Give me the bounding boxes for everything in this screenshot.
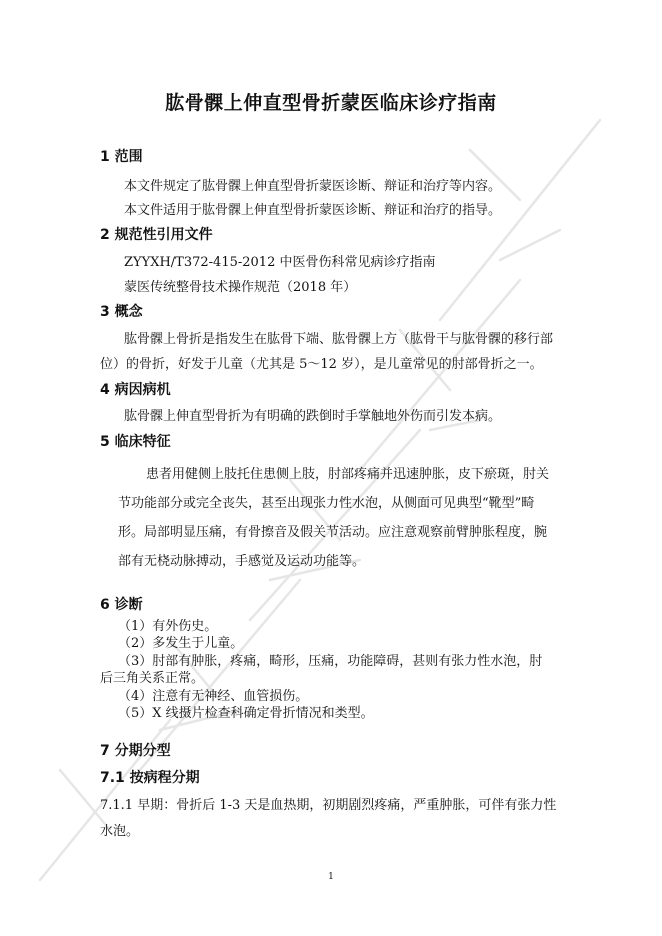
diagnosis-item-5: （5）X 线摄片检查科确定骨折情况和类型。 — [118, 706, 374, 721]
diagnosis-item-2: （2）多发生于儿童。 — [118, 636, 244, 651]
subsection-heading-course-staging: 7.1 按病程分期 — [100, 770, 200, 786]
section-heading-clinical-features: 5 临床特征 — [100, 434, 171, 450]
watermark-stroke — [360, 280, 520, 470]
scope-paragraph-2: 本文件适用于肱骨髁上伸直型骨折蒙医诊断、辩证和治疗的指导。 — [124, 203, 502, 218]
diagnosis-item-4: （4）注意有无神经、血管损伤。 — [118, 689, 309, 704]
concept-line-2: 位）的骨折，好发于儿童（尤其是 5～12 岁），是儿童常见的肘部骨折之一。 — [100, 357, 543, 372]
diagnosis-item-3-line-2: 后三角关系正常。 — [100, 671, 205, 686]
scope-paragraph-1: 本文件规定了肱骨髁上伸直型骨折蒙医诊断、辩证和治疗等内容。 — [124, 179, 502, 194]
section-heading-diagnosis: 6 诊断 — [100, 597, 143, 613]
section-heading-staging: 7 分期分型 — [100, 743, 171, 759]
document-title: 肱骨髁上伸直型骨折蒙医临床诊疗指南 — [165, 92, 497, 114]
section-heading-etiology: 4 病因病机 — [100, 382, 171, 398]
clinical-line-3: 形。局部明显压痛，有骨擦音及假关节活动。应注意观察前臂肿胀程度，腕 — [118, 525, 548, 540]
clinical-line-4: 部有无桡动脉搏动，手感觉及运动功能等。 — [118, 554, 366, 569]
watermark-stroke — [440, 120, 600, 320]
page-number: 1 — [328, 872, 334, 882]
early-stage-line-2: 水泡。 — [100, 824, 140, 839]
concept-line-1: 肱骨髁上骨折是指发生在肱骨下端、肱骨髁上方（肱骨干与肱骨髁的移行部 — [124, 332, 554, 347]
reference-item-1: ZYYXH/T372-415-2012 中医骨伤科常见病诊疗指南 — [124, 255, 436, 270]
section-heading-concept: 3 概念 — [100, 304, 143, 320]
reference-item-2: 蒙医传统整骨技术操作规范（2018 年） — [124, 280, 357, 295]
diagnosis-item-1: （1）有外伤史。 — [118, 619, 218, 634]
clinical-line-1: 患者用健侧上肢托住患侧上肢，肘部疼痛并迅速肿胀，皮下瘀斑，肘关 — [146, 467, 550, 482]
diagnosis-item-3-line-1: （3）肘部有肿胀，疼痛，畸形，压痛，功能障碍，甚则有张力性水泡，肘 — [118, 654, 543, 669]
section-heading-scope: 1 范围 — [100, 149, 143, 165]
clinical-line-2: 节功能部分或完全丧失，甚至出现张力性水泡，从侧面可见典型“靴型”畸 — [118, 496, 535, 511]
etiology-paragraph: 肱骨髁上伸直型骨折为有明确的跌倒时手掌触地外伤而引发本病。 — [124, 409, 502, 424]
section-heading-references: 2 规范性引用文件 — [100, 227, 213, 243]
early-stage-line-1: 7.1.1 早期：骨折后 1-3 天是血热期，初期剧烈疼痛，严重肿胀，可伴有张力性 — [100, 798, 557, 813]
